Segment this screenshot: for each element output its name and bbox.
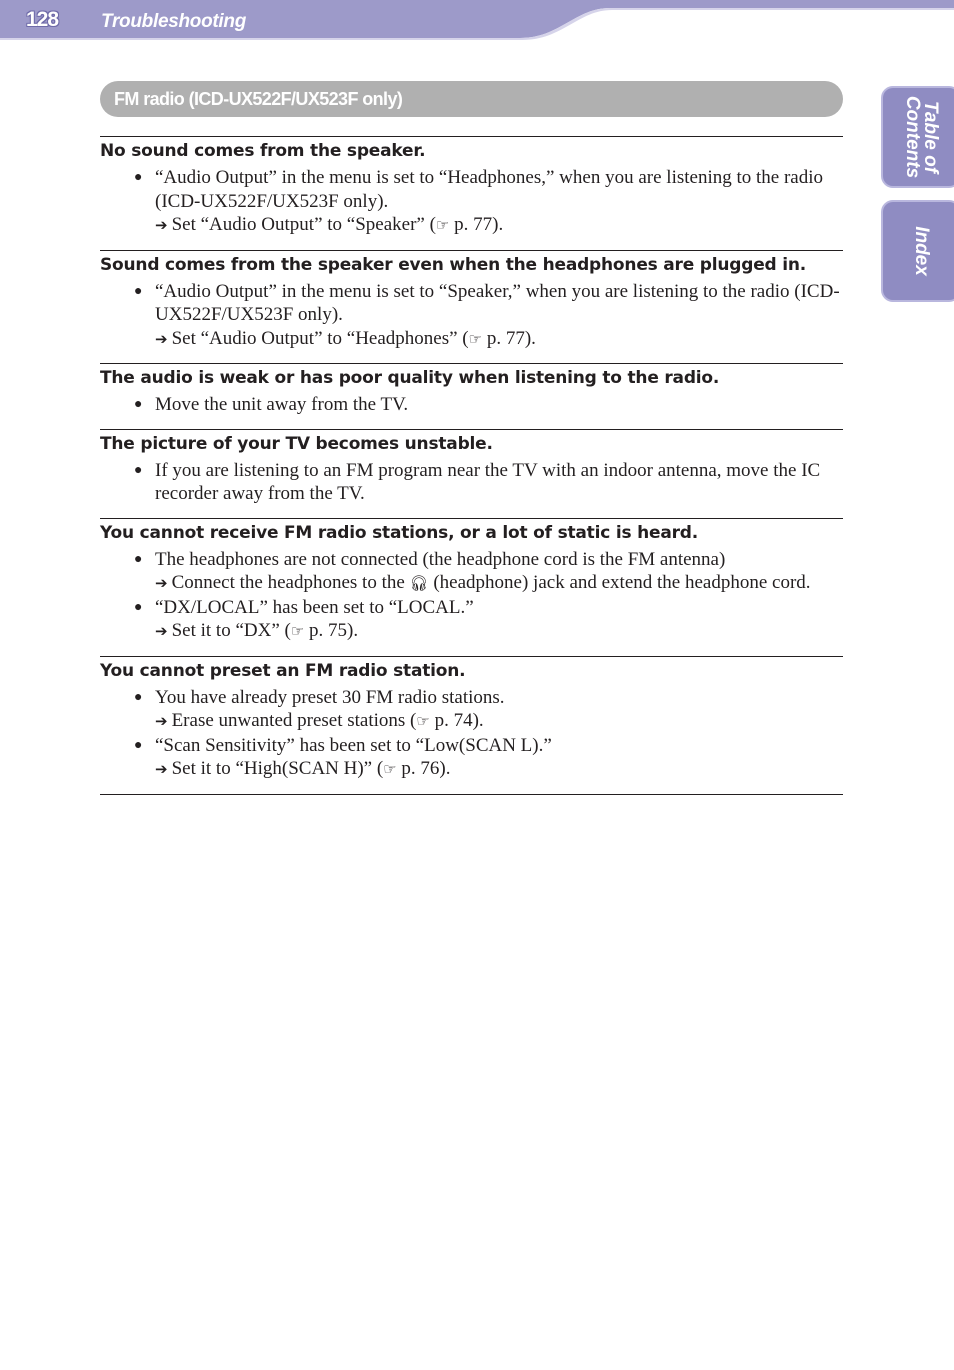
cause-item: [100, 459, 843, 506]
bullet-icon: ●: [134, 599, 143, 615]
end-divider: [100, 794, 843, 795]
cause-text: If you are listening to an FM program near the TV with an indoor antenna, move the IC recorder away from the TV.: [155, 459, 821, 504]
problem-entry: [100, 250, 843, 364]
arrow-right-icon: ➔: [155, 712, 168, 730]
problem-entry: [100, 518, 843, 656]
bullet-icon: ●: [134, 397, 143, 412]
header-band: [0, 0, 954, 40]
solution-text: Erase unwanted preset stations (: [171, 710, 417, 731]
page-number: 128: [26, 8, 59, 31]
cause-item: [100, 280, 843, 327]
solution-text: Connect the headphones to the: [171, 572, 410, 593]
bullet-icon: ●: [134, 462, 143, 478]
cause-text: “Scan Sensitivity” has been set to “Low(SCAN L).”: [155, 734, 552, 756]
solution-item: [100, 709, 843, 734]
table-of-contents-tab[interactable]: [881, 86, 954, 188]
solution-item: [100, 757, 843, 782]
arrow-right-icon: ➔: [155, 622, 168, 640]
problem-title: You cannot preset an FM radio station.: [100, 660, 466, 681]
bullet-icon: ●: [134, 689, 143, 705]
cause-item: [100, 734, 843, 758]
cause-text: Move the unit away from the TV.: [155, 394, 409, 415]
cause-text: “DX/LOCAL” has been set to “LOCAL.”: [155, 596, 474, 618]
cause-text: “Audio Output” in the menu is set to “Speaker,” when you are listening to the radio (ICD-UX522F/UX523F only).: [155, 280, 840, 325]
cause-item: [100, 393, 843, 417]
solution-item: [100, 571, 843, 596]
problem-title: The audio is weak or has poor quality when listening to the radio.: [100, 368, 720, 388]
index-tab[interactable]: [881, 200, 954, 302]
solution-item: [100, 619, 843, 644]
page-reference-icon: ☞: [383, 760, 397, 778]
section-heading-bar: [100, 81, 843, 117]
cause-item: [100, 596, 843, 620]
problem-title: The picture of your TV becomes unstable.: [100, 433, 493, 454]
index-tab-label: Index: [911, 226, 932, 276]
solution-page-ref[interactable]: p. 76).: [396, 758, 451, 779]
problem-entry: [100, 656, 843, 794]
troubleshooting-list: [100, 136, 843, 795]
solution-text-cont: (headphone) jack and extend the headphone cord.: [428, 572, 811, 593]
cause-text: The headphones are not connected (the headphone cord is the FM antenna): [155, 548, 726, 570]
cause-item: [100, 548, 843, 572]
cause-item: [100, 166, 843, 213]
arrow-right-icon: ➔: [155, 760, 168, 778]
problem-title: No sound comes from the speaker.: [100, 141, 426, 161]
cause-item: [100, 686, 843, 710]
bullet-icon: ●: [134, 283, 143, 299]
bullet-icon: ●: [134, 170, 143, 185]
arrow-right-icon: ➔: [155, 574, 168, 592]
page-reference-icon: ☞: [468, 329, 483, 348]
headphone-icon: 🎧︎: [409, 574, 429, 592]
problem-entry: [100, 363, 843, 429]
solution-text: Set “Audio Output” to “Speaker” (: [171, 214, 436, 235]
solution-text: Set it to “High(SCAN H)” (: [171, 758, 384, 779]
solution-page-ref[interactable]: p. 77).: [449, 214, 504, 235]
solution-item: [100, 213, 843, 238]
problem-entry: [100, 136, 843, 250]
bullet-icon: ●: [134, 551, 143, 567]
problem-title: Sound comes from the speaker even when the headphones are plugged in.: [100, 254, 807, 275]
page-reference-icon: ☞: [416, 712, 430, 730]
solution-text: Set “Audio Output” to “Headphones” (: [171, 327, 469, 349]
problem-entry: [100, 429, 843, 518]
page-reference-icon: ☞: [435, 216, 450, 234]
solution-page-ref[interactable]: p. 77).: [482, 327, 536, 349]
page-reference-icon: ☞: [290, 622, 305, 640]
problem-title: You cannot receive FM radio stations, or a lot of static is heard.: [100, 522, 699, 543]
arrow-right-icon: ➔: [155, 329, 168, 348]
solution-page-ref[interactable]: p. 74).: [429, 710, 484, 731]
solution-item: [100, 327, 843, 352]
header-title: Troubleshooting: [101, 11, 247, 32]
bullet-icon: ●: [134, 737, 143, 753]
cause-text: You have already preset 30 FM radio stations.: [155, 686, 505, 708]
cause-text: “Audio Output” in the menu is set to “Headphones,” when you are listening to the radio (ICD-UX522F/UX523F only).: [155, 167, 824, 212]
solution-text: Set it to “DX” (: [171, 620, 291, 641]
table-of-contents-tab-label: Table of Contents: [902, 95, 941, 179]
section-title: FM radio (ICD-UX522F/UX523F only): [114, 89, 403, 109]
solution-page-ref[interactable]: p. 75).: [304, 620, 359, 641]
arrow-right-icon: ➔: [155, 216, 168, 234]
